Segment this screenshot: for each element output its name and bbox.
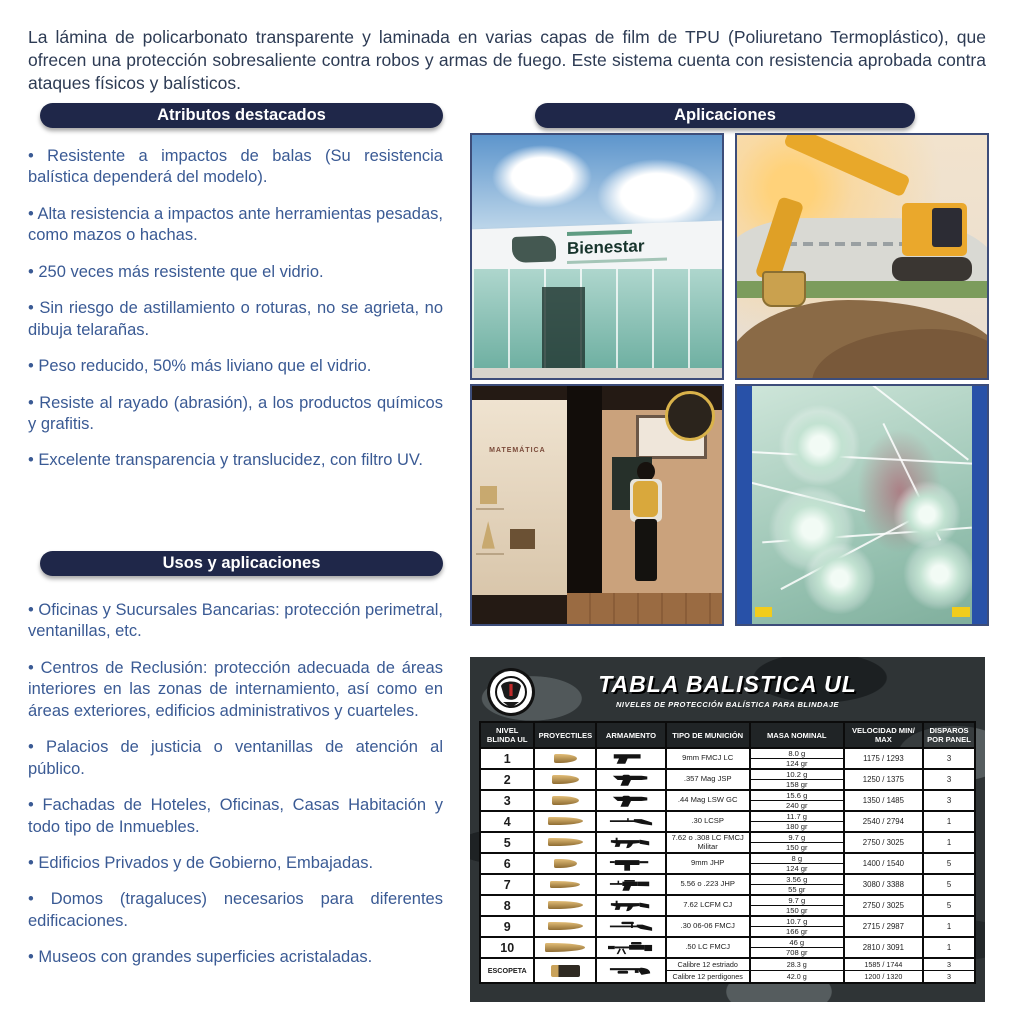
list-item: • Museos con grandes superficies acristaladas. [28, 947, 443, 968]
list-item: • Alta resistencia a impactos ante herramientas pesadas, como mazos o hachas. [28, 204, 443, 247]
rifle-round-icon [550, 881, 580, 888]
bullet-impact [902, 538, 977, 609]
rifle-round-icon [548, 901, 583, 909]
ballistic-levels-table: NIVEL BLINDA UL PROYECTILES ARMAMENTO TIPO DE MUNICIÓN MASA NOMINAL VELOCIDAD MIN/ MAX DISPAROS POR PANEL 1 9mm FMCJ LC 8.0 g 1175 / 1293 3 124 gr 2 .357 Mag JSP 10.2 g 1250 / 1375 3 158 gr 3 .44 Mag LSW GC 15.6 g 1350 / 1485 3 240 gr 4 .30 LCSP 11.7 g 2540 / 2794 1 180 gr 5 7.62 o .308 LC FMCJ Militar 9.7 g 2750 / 3025 1 150 gr 6 9mm JHP 8 g 1400 / 1540 5 124 gr 7 5.56 o .223 JHP 3.56 g 3080 / 3388 5 55 gr 8 7.62 LCFM CJ 9.7 g 2750 / 3025 5 150 gr 9 .30 06-06 FMCJ 10.7 g 2715 / 2987 1 166 gr 10 .50 LC FMCJ 46 g 2810 / 3091 1 708 gr ESCOPETA Calibre 12 estriado 28.3 g 1585 / 1744 3 Calibre 12 perdigones 42.0 g 1200 / 1320 3 [479, 721, 976, 984]
scoped-rifle-icon [608, 919, 654, 935]
list-item: • Centros de Reclusión: protección adecuada de áreas interiores en las zonas de internamiento, así como en áreas exteriores, edificios administrativos y cuarteles. [28, 658, 443, 722]
table-row: 6 9mm JHP 8 g 1400 / 1540 5 [480, 853, 975, 864]
col-header: MASA NOMINAL [750, 722, 844, 748]
table-row: 3 .44 Mag LSW GC 15.6 g 1350 / 1485 3 [480, 790, 975, 801]
magnum-round-icon [552, 796, 579, 805]
bullet-impact [892, 481, 962, 548]
list-item: • Resistente a impactos de balas (Su resistencia balística dependerá del modelo). [28, 146, 443, 189]
pistol-icon [608, 751, 654, 767]
glass-storefront [472, 269, 722, 369]
atributos-header: Atributos destacados [40, 103, 443, 128]
shotgun-shell-icon [551, 965, 580, 977]
pistol-round-icon [554, 754, 577, 763]
rifle-round-icon [548, 817, 583, 825]
list-item: • Edificios Privados y de Gobierno, Embajadas. [28, 853, 443, 874]
rifle-round-icon [548, 922, 583, 930]
frame-post [972, 386, 987, 624]
excavator-track [892, 257, 972, 281]
list-item: • Domos (tragaluces) necesarios para diferentes edificaciones. [28, 889, 443, 932]
heavy-round-icon [545, 943, 585, 952]
table-row: Calibre 12 perdigones 42.0 g 1200 / 1320 3 [480, 971, 975, 984]
ak-rifle-icon [608, 835, 654, 851]
list-item: • 250 veces más resistente que el vidrio. [28, 262, 443, 283]
photo-bank-facade [470, 133, 724, 380]
list-item: • Palacios de justicia o ventanillas de atención al público. [28, 737, 443, 780]
atributos-list [28, 146, 443, 487]
revolver-icon [608, 793, 654, 809]
yellow-backpack [633, 481, 658, 517]
wall-emblem [665, 391, 715, 441]
col-header: PROYECTILES [534, 722, 596, 748]
ballistic-table [470, 657, 985, 1002]
submachine-gun-icon [608, 856, 654, 872]
display-case [472, 400, 567, 595]
table-row: 2 .357 Mag JSP 10.2 g 1250 / 1375 3 [480, 769, 975, 780]
display-label: MATEMÁTICA [489, 447, 546, 455]
aplicaciones-header: Aplicaciones [535, 103, 915, 128]
table-row: 5 7.62 o .308 LC FMCJ Militar 9.7 g 2750 / 3025 1 [480, 832, 975, 843]
dark-pillar [567, 386, 602, 624]
table-row: 4 .30 LCSP 11.7 g 2540 / 2794 1 [480, 811, 975, 822]
col-header: ARMAMENTO [596, 722, 665, 748]
list-item: • Resiste al rayado (abrasión), a los productos químicos y grafitis. [28, 393, 443, 436]
usos-list [28, 600, 443, 984]
list-item: • Excelente transparencia y translucidez, con filtro UV. [28, 450, 443, 471]
bullet-impact [802, 543, 877, 614]
photo-ballistic-glass [735, 384, 989, 626]
bank-logo [512, 235, 556, 263]
sniper-rifle-icon [608, 940, 654, 956]
intro-paragraph: La lámina de policarbonato transparente y laminada en varias capas de film de TPU (Poliuretano Termoplástico), que ofrecen una protección sobresaliente contra robos y armas de fuego. Este sistema cuenta con resistencia aprobada contra ataques físicos y balísticos. [28, 26, 986, 94]
bolt-rifle-icon [608, 814, 654, 830]
table-subtitle: NIVELES DE PROTECCIÓN BALÍSTICA PARA BLINDAJE [615, 700, 840, 709]
bank-brand-text: Bienestar [567, 235, 645, 258]
rifle-round-icon [548, 838, 583, 846]
magnum-round-icon [552, 775, 579, 784]
list-item: • Oficinas y Sucursales Bancarias: protección perimetral, ventanillas, etc. [28, 600, 443, 643]
table-row: 7 5.56 o .223 JHP 3.56 g 3080 / 3388 5 [480, 874, 975, 885]
usos-header: Usos y aplicaciones [40, 551, 443, 576]
table-row: ESCOPETA Calibre 12 estriado 28.3 g 1585 / 1744 3 [480, 958, 975, 971]
table-row: 9 .30 06-06 FMCJ 10.7 g 2715 / 2987 1 [480, 916, 975, 927]
col-header: NIVEL BLINDA UL [480, 722, 534, 748]
frame-post [737, 386, 752, 624]
excavator-bucket [762, 271, 806, 307]
list-item: • Fachadas de Hoteles, Oficinas, Casas Habitación y todo tipo de Inmuebles. [28, 795, 443, 838]
table-row: 8 7.62 LCFM CJ 9.7 g 2750 / 3025 5 [480, 895, 975, 906]
col-header: VELOCIDAD MIN/ MAX [844, 722, 923, 748]
photo-excavator [735, 133, 989, 380]
col-header: TIPO DE MUNICIÓN [666, 722, 750, 748]
ar-rifle-icon [608, 877, 654, 893]
wood-floor [567, 593, 722, 624]
table-row: 10 .50 LC FMCJ 46 g 2810 / 3091 1 [480, 937, 975, 948]
shotgun-icon [608, 963, 654, 979]
table-title: TABLA BALISTICA UL [598, 671, 857, 697]
pistol-round-icon [554, 859, 577, 868]
col-header: DISPAROS POR PANEL [923, 722, 975, 748]
list-item: • Sin riesgo de astillamiento o roturas, no se agrieta, no dibuja telarañas. [28, 298, 443, 341]
photo-museum [470, 384, 724, 626]
bullet-impact [777, 405, 862, 486]
brand-badge-icon [485, 666, 537, 718]
list-item: • Peso reducido, 50% más liviano que el vidrio. [28, 356, 443, 377]
table-row: 1 9mm FMCJ LC 8.0 g 1175 / 1293 3 [480, 748, 975, 759]
ak-rifle-icon [608, 898, 654, 914]
revolver-icon [608, 772, 654, 788]
